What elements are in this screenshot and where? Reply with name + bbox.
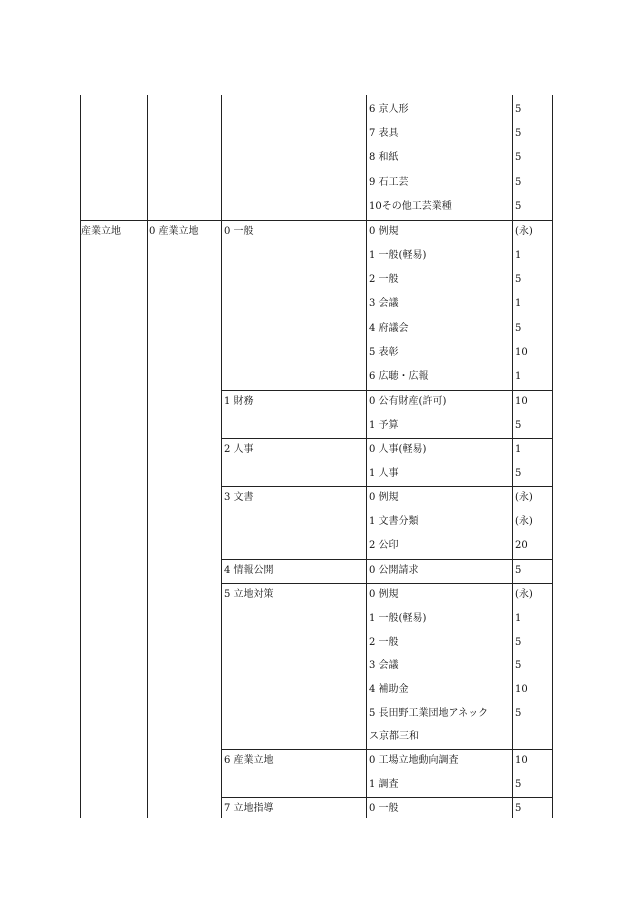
item-cell: 5 表彰 [369,347,399,358]
item-cell: 1 文書分類 [369,516,419,527]
retention-period-cell: 5 [515,468,522,479]
item-cell: 2 一般 [369,637,399,648]
retention-period-cell: 5 [515,708,522,719]
item-cell: 9 石工芸 [369,177,409,188]
category-cell: 産業立地 [81,226,121,237]
section-cell: 2 人事 [224,444,254,455]
retention-period-cell: 5 [515,779,522,790]
grid-vline-1 [147,95,148,818]
retention-period-cell: 1 [515,250,522,261]
item-cell: 4 補助金 [369,684,409,695]
item-cell: 5 長田野工業団地アネック [369,708,489,719]
item-cell: 10その他工芸業種 [369,201,452,212]
item-cell: 1 人事 [369,468,399,479]
retention-period-cell: 5 [515,128,522,139]
retention-period-cell: 5 [515,565,522,576]
retention-period-cell: 1 [515,444,522,455]
item-cell: 6 京人形 [369,104,409,115]
section-cell: 1 財務 [224,396,254,407]
grid-hline-2 [221,438,553,439]
grid-hline-1 [221,390,553,391]
retention-period-cell: 5 [515,637,522,648]
item-cell: 1 一般(軽易) [369,613,427,624]
retention-period-cell: 10 [515,755,528,766]
item-cell: 3 会議 [369,298,399,309]
section-cell: 0 一般 [224,226,254,237]
grid-hline-7 [221,797,553,798]
item-cell: 0 例規 [369,589,399,600]
section-cell: 7 立地指導 [224,803,274,814]
retention-period-cell: 5 [515,152,522,163]
item-cell: 0 人事(軽易) [369,444,427,455]
item-cell: 0 公開請求 [369,565,419,576]
retention-period-cell: 1 [515,298,522,309]
retention-period-cell: 1 [515,613,522,624]
item-cell: 2 公印 [369,540,399,551]
retention-period-cell: 5 [515,177,522,188]
retention-period-cell: 5 [515,660,522,671]
grid-vline-2 [221,95,222,818]
grid-hline-6 [221,749,553,750]
section-cell: 4 情報公開 [224,565,274,576]
item-cell: 0 工場立地動向調査 [369,755,459,766]
item-cell: 1 一般(軽易) [369,250,427,261]
section-cell: 5 立地対策 [224,589,274,600]
retention-period-cell: 5 [515,803,522,814]
retention-period-cell: (永) [515,492,533,503]
item-cell: 3 会議 [369,660,399,671]
item-cell: 0 例規 [369,226,399,237]
grid-vline-3 [366,95,367,818]
retention-period-cell: 5 [515,323,522,334]
section-cell: 6 産業立地 [224,755,274,766]
subcategory-cell: 0 産業立地 [149,226,199,237]
grid-vline-4 [512,95,513,818]
item-cell: 4 府議会 [369,323,409,334]
item-cell: 1 予算 [369,420,399,431]
item-cell: 1 調査 [369,779,399,790]
item-cell: 2 一般 [369,274,399,285]
grid-hline-3 [221,486,553,487]
item-cell: 0 公有財産(許可) [369,396,447,407]
retention-period-cell: 5 [515,104,522,115]
item-cell: 0 一般 [369,803,399,814]
item-cell: ス京都三和 [369,731,419,742]
retention-period-cell: 1 [515,371,522,382]
retention-period-cell: 20 [515,540,528,551]
retention-period-cell: (永) [515,589,533,600]
item-cell: 8 和紙 [369,152,399,163]
retention-period-cell: 10 [515,396,528,407]
retention-period-cell: 10 [515,684,528,695]
item-cell: 7 表具 [369,128,399,139]
section-cell: 3 文書 [224,492,254,503]
retention-period-cell: (永) [515,226,533,237]
retention-period-cell: 10 [515,347,528,358]
grid-vline-0 [80,95,81,818]
item-cell: 6 広聴・広報 [369,371,429,382]
grid-hline-0 [80,220,553,221]
grid-vline-5 [552,95,553,818]
retention-period-cell: 5 [515,420,522,431]
grid-hline-5 [221,583,553,584]
retention-period-cell: 5 [515,201,522,212]
retention-period-cell: 5 [515,274,522,285]
item-cell: 0 例規 [369,492,399,503]
retention-period-cell: (永) [515,516,533,527]
grid-hline-4 [221,559,553,560]
